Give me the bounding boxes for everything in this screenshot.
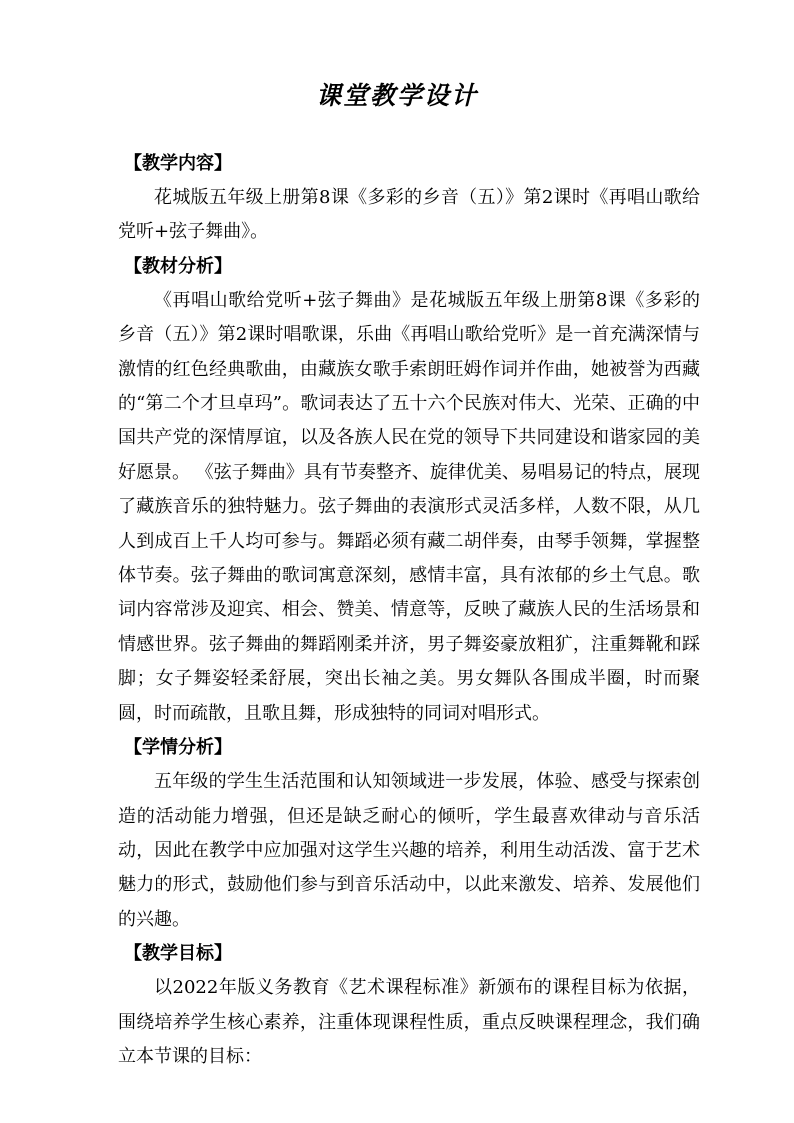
section-student-analysis (118, 731, 700, 937)
document-title: 课堂教学设计 (315, 81, 478, 110)
section-heading: 【教材分析】 (124, 255, 232, 277)
section-paragraph: 五年级的学生生活范围和认知领域进一步发展，体验、感受与探索创造的活动能力增强，但还是缺乏耐心的倾听，学生最喜欢律动与音乐活动，因此在教学中应加强对这学生兴趣的培养，利用生动活泼、富于艺术魅力的形式，鼓励他们参与到音乐活动中，以此来激发、培养、发展他们的兴趣。 (118, 771, 700, 930)
document-body (118, 147, 700, 1074)
section-teaching-content (118, 147, 700, 250)
section-paragraph: 花城版五年级上册第8课《多彩的乡音（五）》第2课时《再唱山歌给党听+弦子舞曲》。 (118, 187, 700, 243)
section-heading: 【教学目标】 (124, 943, 232, 965)
section-paragraph: 以2022年版义务教育《艺术课程标准》新颁布的课程目标为依据，围绕培养学生核心素养，注重体现课程性质，重点反映课程理念，我们确立本节课的目标： (118, 977, 700, 1067)
section-textbook-analysis (118, 250, 700, 731)
section-heading: 【教学内容】 (124, 153, 232, 174)
section-teaching-goals (118, 937, 700, 1074)
section-paragraph: 《再唱山歌给党听+弦子舞曲》是花城版五年级上册第8课《多彩的乡音（五）》第2课时唱歌课，乐曲《再唱山歌给党听》是一首充满深情与激情的红色经典歌曲，由藏族女歌手索朗旺姆作词并作曲，她被誉为西藏的“第二个才旦卓玛”。歌词表达了五十六个民族对伟大、光荣、正确的中国共产党的深情厚谊，以及各族人民在党的领导下共同建设和谐家园的美好愿景。 《弦子舞曲》具有节奏整齐、旋律优美、易唱易记的特点，展现了藏族音乐的独特魅力。弦子舞曲的表演形式灵活多样，人数不限，从几人到成百上千人均可参与。舞蹈必须有藏二胡伴奏，由琴手领舞，掌握整体节奏。弦子舞曲的歌词寓意深刻，感情丰富，具有浓郁的乡土气息。歌词内容常涉及迎宾、相会、赞美、情意等，反映了藏族人民的生活场景和情感世界。弦子舞曲的舞蹈刚柔并济，男子舞姿豪放粗犷，注重舞靴和踩脚；女子舞姿轻柔舒展，突出长袖之美。男女舞队各围成半圈，时而聚圆，时而疏散，且歌且舞，形成独特的同词对唱形式。 (118, 289, 700, 724)
section-heading: 【学情分析】 (124, 737, 232, 759)
